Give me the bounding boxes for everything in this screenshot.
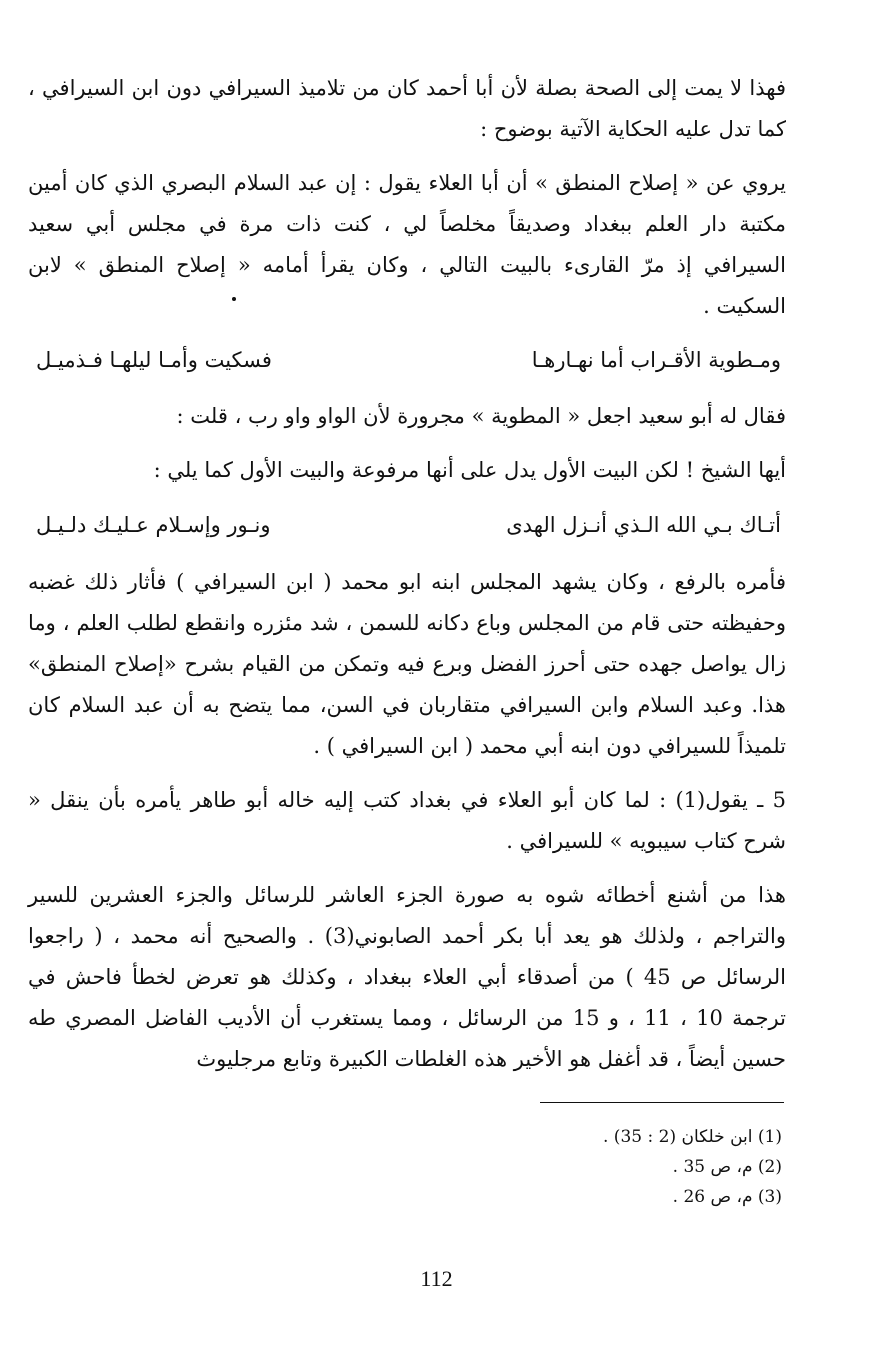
verse-2-first-hemistich: أتـاك بـي الله الـذي أنـزل الهدى [506,513,781,537]
paragraph-7: هذا من أشنع أخطائه شوه به صورة الجزء العاشر للرسائل والجزء العشرين للسير والتراجم ، ولذلك هو يعد أبا بكر أحمد الصابوني(3) . والصحيح أنه محمد ، ( راجعوا الرسائل ص 45 ) من أصدقاء أبي العلاء ببغداد ، وكذلك هو تعرض لخطأ فاحش في ترجمة 10 ، 11 ، و 15 من الرسائل ، ومما يستغرب أن الأديب الفاضل المصري طه حسين أيضاً ، قد أغفل هو الأخير هذه الغلطات الكبيرة وتابع مرجليوث [28,883,786,1071]
footnote-3: (3) م، ص 26 . [672,1187,782,1207]
paragraph-3: فقال له أبو سعيد اجعل « المطوية » مجرورة لأن الواو واو رب ، قلت : [176,404,786,428]
verse-2 [36,505,781,545]
paragraph-6: 5 ـ يقول(1) : لما كان أبو العلاء في بغداد كتب إليه خاله أبو طاهر يأمره بأن ينقل « شرح كتاب سيبويه » للسيرافي . [28,788,786,853]
paragraph-2: يروي عن « إصلاح المنطق » أن أبا العلاء يقول : إن عبد السلام البصري الذي كان أمين مكتبة دار العلم ببغداد وصديقاً مخلصاً لي ، كنت ذات مرة في مجلس أبي سعيد السيرافي إذ مرّ القارىء بالبيت التالي ، وكان يقرأ أمامه « إصلاح المنطق » لابن السكيت . [28,171,786,318]
verse-1 [36,340,781,380]
verse-1-second-hemistich: فسكيت وأمـا ليلهـا فـذميـل [36,348,272,372]
verse-1-first-hemistich: ومـطوية الأقـراب أما نهـارهـا [531,348,781,372]
verse-2-second-hemistich: ونـور وإسـلام عـليـك دلـيـل [36,513,271,537]
footnote-separator [540,1102,784,1103]
paragraph-4: أيها الشيخ ! لكن البيت الأول يدل على أنها مرفوعة والبيت الأول كما يلي : [153,458,786,482]
footnote-1: (1) ابن خلكان (2 : 35) . [603,1127,782,1147]
page-number: 112 [420,1266,453,1291]
footnote-2: (2) م، ص 35 . [672,1157,782,1177]
stray-dot [232,297,236,301]
paragraph-1: فهذا لا يمت إلى الصحة بصلة لأن أبا أحمد كان من تلاميذ السيرافي دون ابن السيرافي ، كما تدل عليه الحكاية الآتية بوضوح : [28,76,786,141]
paragraph-5: فأمره بالرفع ، وكان يشهد المجلس ابنه ابو محمد ( ابن السيرافي ) فأثار ذلك غضبه وحفيظته حتى قام من المجلس وباع دكانه للسمن ، شد مئزره وانقطع لطلب العلم ، وما زال يواصل جهده حتى أحرز الفضل وبرع فيه وتمكن من القيام بشرح «إصلاح المنطق» هذا. وعبد السلام وابن السيرافي متقاربان في السن، مما يتضح به أن عبد السلام كان تلميذاً للسيرافي دون ابنه أبي محمد ( ابن السيرافي ) . [28,570,786,758]
footnotes [440,1122,782,1212]
